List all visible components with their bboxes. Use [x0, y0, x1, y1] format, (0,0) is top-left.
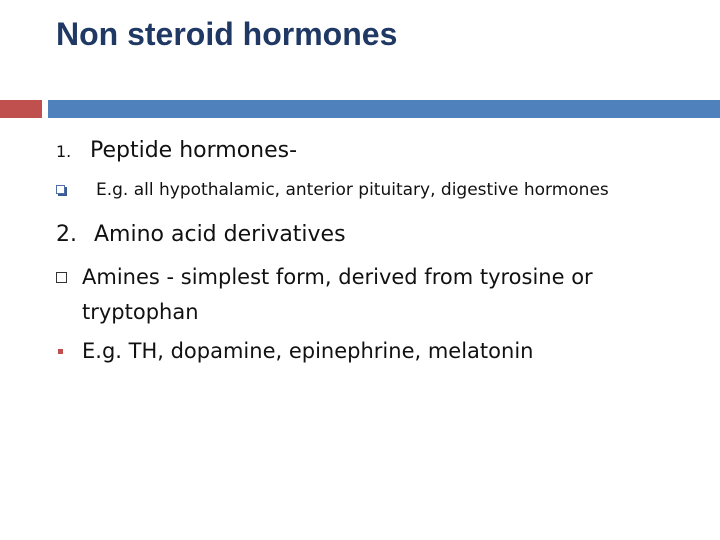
slide-content — [56, 132, 696, 369]
list-item-peptide-hormones — [56, 136, 696, 167]
item-text: E.g. TH, dopamine, epinephrine, melatonin — [82, 339, 534, 363]
title-rule-accent — [0, 100, 42, 118]
item-text: Amino acid derivatives — [94, 222, 346, 247]
list-item-amino-acid-derivatives — [56, 220, 696, 250]
list-item-peptide-examples — [56, 175, 696, 206]
slide-title: Non steroid hormones — [56, 16, 398, 52]
list-item-amine-examples — [56, 334, 696, 369]
item-number: 2. — [56, 222, 77, 247]
item-text: Peptide hormones- — [90, 138, 298, 163]
title-rule — [48, 100, 720, 118]
small-square-bullet-icon — [58, 349, 63, 354]
item-text: Amines - simplest form, derived from tyrosine or tryptophan — [82, 265, 593, 324]
square-bullet-icon — [56, 185, 65, 194]
hollow-square-bullet-icon — [56, 272, 67, 283]
list-item-amines — [56, 260, 696, 330]
item-text: E.g. all hypothalamic, anterior pituitary, digestive hormones — [96, 180, 609, 200]
item-number: 1. — [56, 142, 72, 161]
